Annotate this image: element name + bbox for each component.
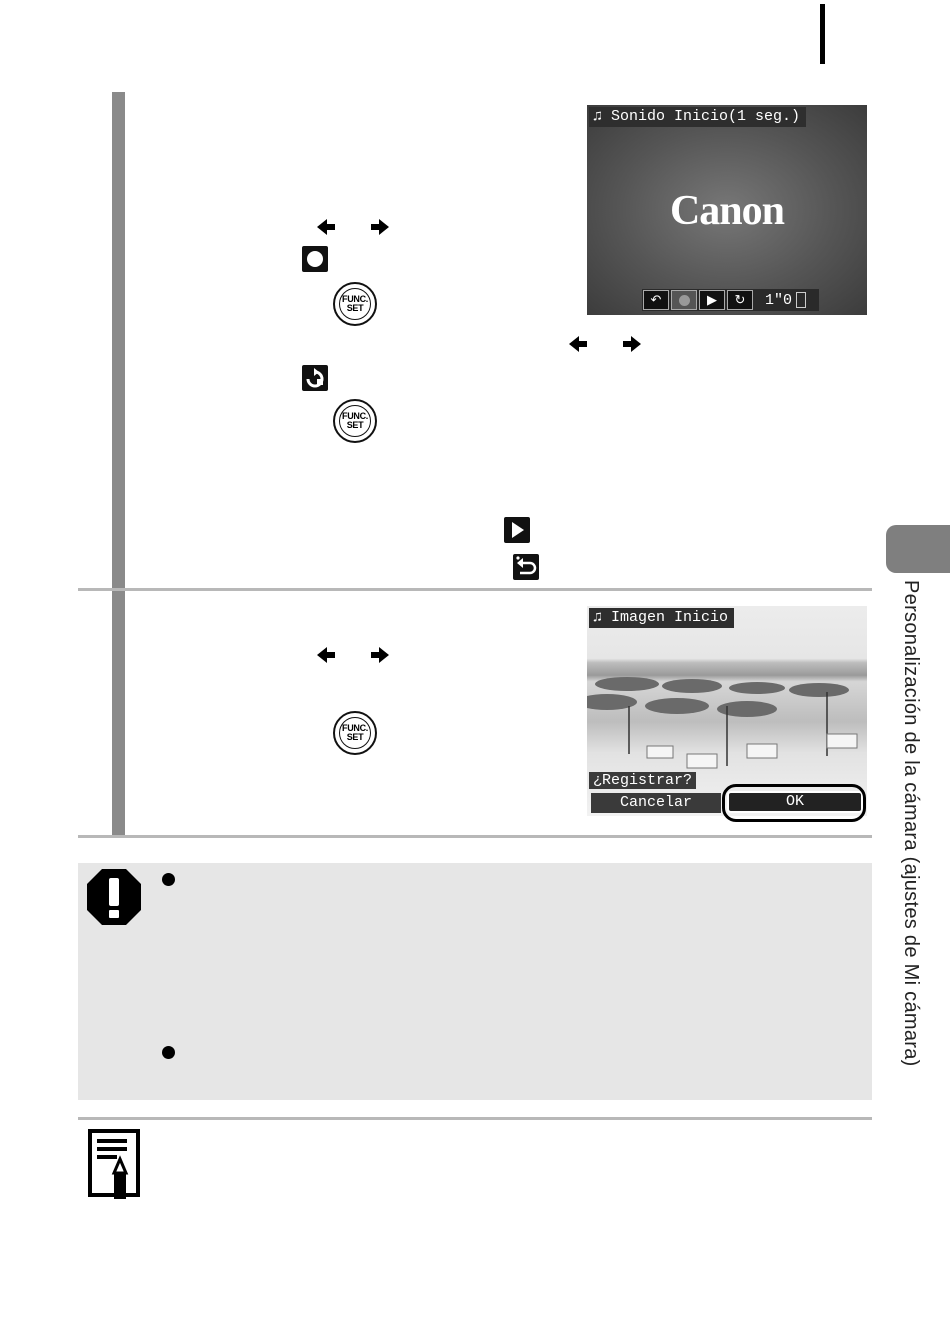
- caution-note: [78, 863, 872, 1100]
- func-set-button-icon: FUNC. SET: [333, 399, 377, 443]
- step-bar: [112, 92, 125, 589]
- screen-title: ♫ Sonido Inicio(1 seg.): [589, 107, 806, 127]
- arrow-right-icon: [370, 645, 390, 665]
- playback-controls: [642, 289, 819, 311]
- section-title: Personalización de la cámara (ajustes de Mi cámara): [900, 580, 922, 1067]
- arrow-right-icon: [370, 217, 390, 237]
- record-icon: [671, 290, 697, 310]
- arrow-right-icon: [622, 334, 642, 354]
- register-icon: ↻: [727, 290, 753, 310]
- chapter-marker: [820, 4, 825, 64]
- caution-icon: [86, 868, 142, 926]
- step-divider: [78, 588, 872, 591]
- step-divider: [78, 835, 872, 838]
- return-icon: [513, 554, 539, 580]
- bullet-icon: [162, 873, 175, 886]
- memo-icon: [88, 1129, 140, 1201]
- recording-time: 1"0: [765, 291, 793, 309]
- camera-screen-startup-sound: [587, 105, 867, 315]
- step-bar: [112, 591, 125, 836]
- func-set-button-icon: FUNC. SET: [333, 711, 377, 755]
- cancel-button[interactable]: Cancelar: [591, 793, 721, 813]
- section-divider: [78, 1117, 872, 1120]
- func-set-button-icon: FUNC. SET: [333, 282, 377, 326]
- ok-button[interactable]: OK: [727, 791, 863, 813]
- register-icon: [302, 365, 328, 391]
- ok-highlight: [722, 784, 866, 822]
- play-icon: ▶: [699, 290, 725, 310]
- chapter-tab: [886, 525, 950, 573]
- play-icon: [504, 517, 530, 543]
- register-prompt: ¿Registrar?: [589, 772, 696, 789]
- record-icon: [302, 246, 328, 272]
- canon-logo: Canon: [669, 188, 785, 234]
- screen-title: ♫ Imagen Inicio: [589, 608, 734, 628]
- arrow-left-icon: [568, 334, 588, 354]
- level-meter: [796, 292, 806, 308]
- return-icon: ↶: [643, 290, 669, 310]
- bullet-icon: [162, 1046, 175, 1059]
- arrow-left-icon: [316, 645, 336, 665]
- arrow-left-icon: [316, 217, 336, 237]
